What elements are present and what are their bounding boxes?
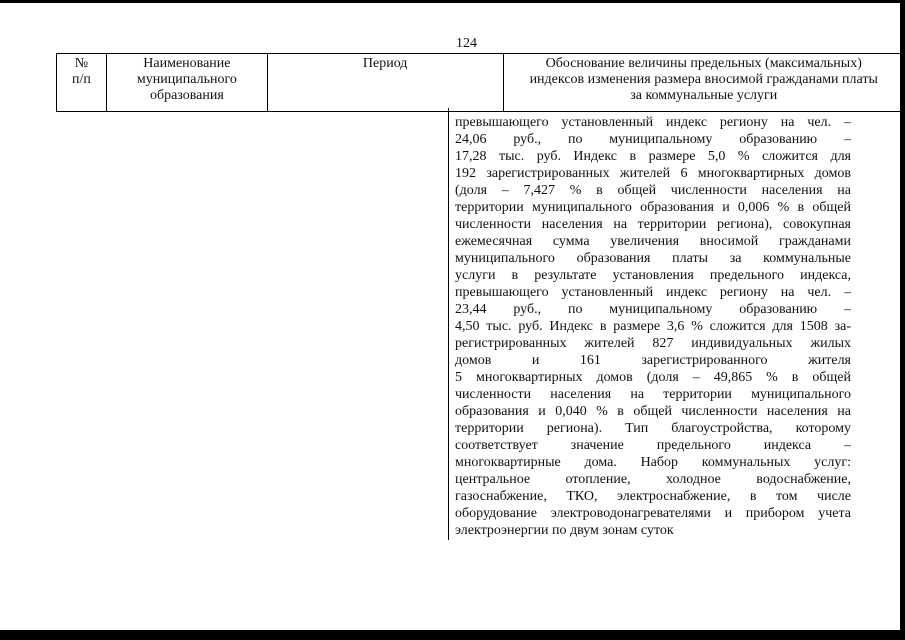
text-line: превышающего установленный индекс региону на чел. – bbox=[455, 115, 851, 130]
text-line: 4,50 тыс. руб. Индекс в размере 3,6 % сложится для 1508 за- bbox=[455, 319, 851, 334]
text-line: многоквартирные дома. Набор коммунальных услуг: bbox=[455, 455, 851, 470]
text-line: 17,28 тыс. руб. Индекс в размере 5,0 % сложится для bbox=[455, 149, 851, 164]
text-line: образования и 0,040 % в общей численности населения на bbox=[455, 404, 851, 419]
header-justification-text: Обоснование величины предельных (максимальных) индексов изменения размера вносимой гражданами платы за коммунальные услуги bbox=[529, 56, 878, 103]
text-line: газоснабжение, ТКО, электроснабжение, в том числе bbox=[455, 489, 851, 504]
justification-column bbox=[448, 108, 854, 540]
text-line: электроэнергии по двум зонам суток bbox=[455, 523, 674, 538]
header-period-text: Период bbox=[362, 56, 408, 71]
text-line: территории муниципального образования и 0,006 % в общей bbox=[455, 200, 851, 215]
text-line: 23,44 руб., по муниципальному образованию – bbox=[455, 302, 851, 317]
text-line: численности населения на территории муниципального bbox=[455, 387, 851, 402]
text-line: соответствует значение предельного индекса – bbox=[455, 438, 851, 453]
justification-text bbox=[455, 114, 851, 539]
text-line: 5 многоквартирных домов (доля – 49,865 % в общей bbox=[455, 370, 851, 385]
text-line: ежемесячная сумма увеличения вносимой гражданами bbox=[455, 234, 851, 249]
text-line: 192 зарегистрированных жителей 6 многоквартирных домов bbox=[455, 166, 851, 181]
table-header bbox=[56, 53, 905, 112]
text-line: (доля – 7,427 % в общей численности населения на bbox=[455, 183, 851, 198]
text-line: оборудование электроводонагревателями и прибором учета bbox=[455, 506, 851, 521]
header-municipality-text: Наименование муниципального образования bbox=[136, 56, 237, 103]
scan-bottom-border bbox=[0, 630, 905, 640]
text-line: территории региона). Тип благоустройства, которому bbox=[455, 421, 851, 436]
header-cell-justification bbox=[503, 54, 905, 112]
text-line: численности населения на территории региона), совокупная bbox=[455, 217, 851, 232]
header-cell-municipality bbox=[106, 54, 267, 112]
text-line: муниципального образования платы за коммунальные bbox=[455, 251, 851, 266]
text-line: регистрированных жителей 827 индивидуальных жилых bbox=[455, 336, 851, 351]
text-line: услуги в результате установления предельного индекса, bbox=[455, 268, 851, 283]
header-cell-number bbox=[57, 54, 107, 112]
header-number-text: № п/п bbox=[72, 56, 91, 87]
page-number: 124 bbox=[456, 36, 477, 51]
text-line: домов и 161 зарегистрированного жителя bbox=[455, 353, 851, 368]
text-line: центральное отопление, холодное водоснабжение, bbox=[455, 472, 851, 487]
table-header-row bbox=[57, 54, 905, 112]
scan-top-border bbox=[0, 0, 905, 3]
header-cell-period bbox=[267, 54, 503, 112]
text-line: превышающего установленный индекс региону на чел. – bbox=[455, 285, 851, 300]
text-line: 24,06 руб., по муниципальному образованию – bbox=[455, 132, 851, 147]
